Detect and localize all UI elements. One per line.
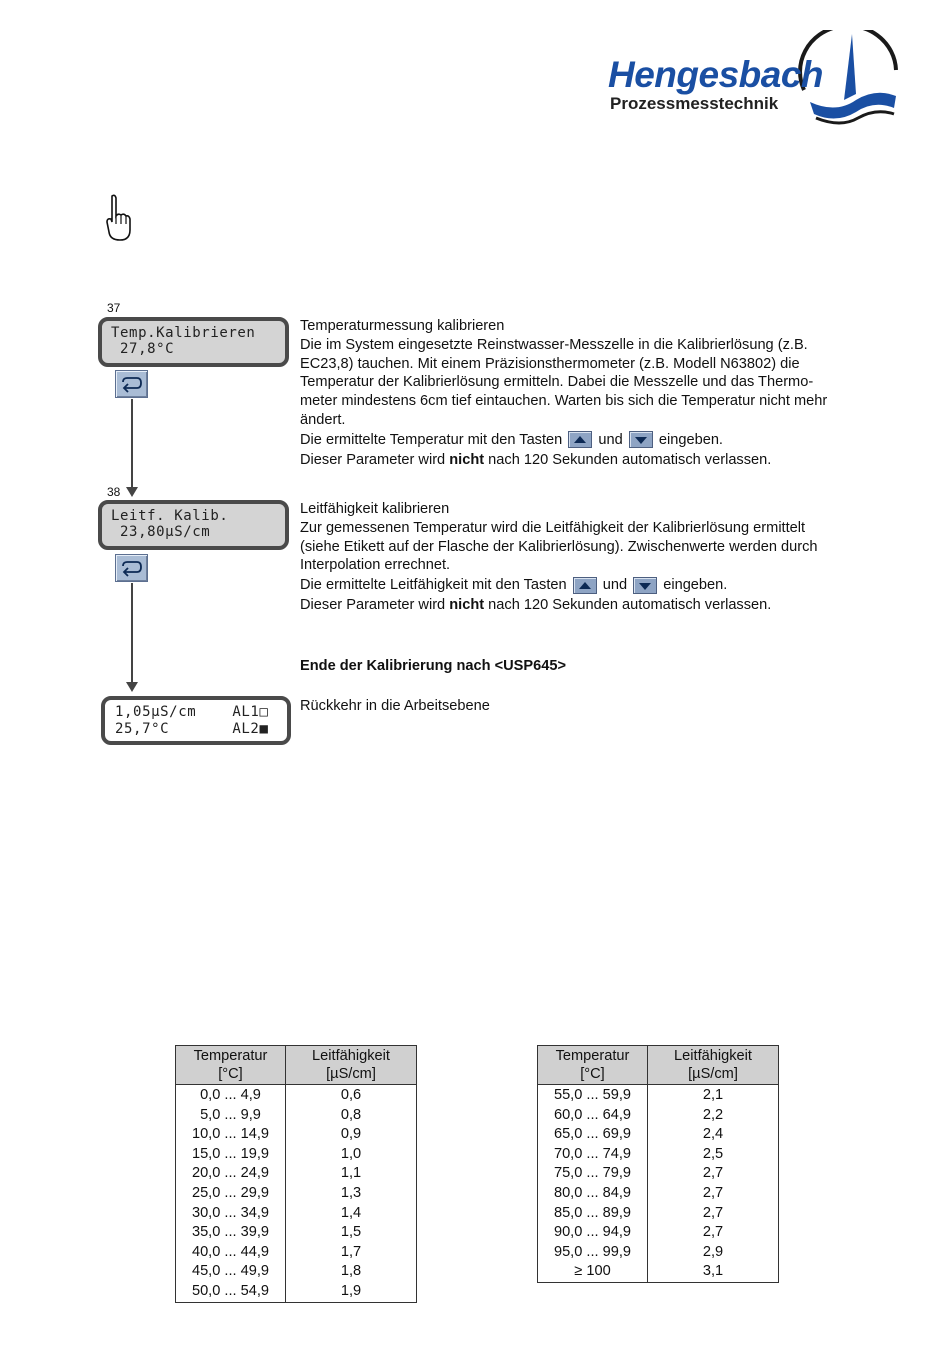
pointing-hand-icon <box>104 194 132 247</box>
step-title: Temperaturmessung kalibrieren <box>300 318 505 334</box>
up-key-icon <box>568 431 592 448</box>
temperature-range-cell: 80,0 ... 84,9 <box>538 1184 648 1204</box>
step-line: EC23,8) tauchen. Mit einem Präzisionsthermometer (z.B. Modell N63802) die <box>300 355 800 372</box>
conductivity-value-cell: 2,7 <box>648 1164 779 1184</box>
keys-post-text: eingeben. <box>658 431 723 448</box>
step-number: 38 <box>107 485 121 499</box>
table-row <box>538 1243 779 1263</box>
flow-arrow-icon <box>126 682 138 692</box>
conductivity-table-1 <box>175 1045 417 1303</box>
temperature-range-cell: 95,0 ... 99,9 <box>538 1243 648 1263</box>
table-row <box>176 1085 417 1106</box>
display-line-1: Temp.Kalibrieren <box>111 325 256 341</box>
temperature-range-cell: 55,0 ... 59,9 <box>538 1085 648 1106</box>
step-line: Die im System eingesetzte Reinstwasser-Messzelle in die Kalibrierlösung (z.B. <box>300 336 808 353</box>
display-line-2: 25,7°C AL2■ <box>115 721 269 737</box>
keys-pre-text: Die ermittelte Leitfähigkeit mit den Tasten <box>300 577 567 594</box>
keys-pre-text: Die ermittelte Temperatur mit den Tasten <box>300 431 563 448</box>
flow-arrow-icon <box>126 487 138 497</box>
step-line: Zur gemessenen Temperatur wird die Leitfähigkeit der Kalibrierlösung ermittelt <box>300 519 806 536</box>
temperature-range-cell: 45,0 ... 49,9 <box>176 1262 286 1282</box>
table-row <box>176 1262 417 1282</box>
logo-name: Hengesbach <box>608 54 824 95</box>
temperature-range-cell: 5,0 ... 9,9 <box>176 1106 286 1126</box>
step-title: Leitfähigkeit kalibrieren <box>300 501 450 517</box>
conductivity-value-cell: 1,5 <box>286 1223 417 1243</box>
conductivity-value-cell: 1,8 <box>286 1262 417 1282</box>
temperature-range-cell: 30,0 ... 34,9 <box>176 1204 286 1224</box>
table-row <box>176 1204 417 1224</box>
conductivity-value-cell: 2,1 <box>648 1085 779 1106</box>
display-line-2: 27,8°C <box>111 341 175 357</box>
enter-button[interactable] <box>115 554 148 582</box>
conductivity-value-cell: 3,1 <box>648 1262 779 1282</box>
leave-pre-text: Dieser Parameter wird <box>300 596 446 613</box>
display-working-level <box>101 696 291 745</box>
conductivity-value-cell: 0,9 <box>286 1125 417 1145</box>
keys-post-text: eingeben. <box>663 577 728 594</box>
table-header-temperature: Temperatur [°C] <box>176 1046 286 1085</box>
step-line: Interpolation errechnet. <box>300 557 451 574</box>
conductivity-value-cell: 1,0 <box>286 1145 417 1165</box>
table-row <box>538 1204 779 1224</box>
temperature-range-cell: 90,0 ... 94,9 <box>538 1223 648 1243</box>
step-line: ändert. <box>300 411 346 428</box>
flow-line <box>131 583 133 682</box>
keys-mid-text: und <box>598 431 623 448</box>
table-row <box>176 1145 417 1165</box>
table-row <box>538 1164 779 1184</box>
leave-bold-text: nicht <box>449 451 485 468</box>
temperature-range-cell: 10,0 ... 14,9 <box>176 1125 286 1145</box>
table-row <box>538 1262 779 1282</box>
temperature-range-cell: 70,0 ... 74,9 <box>538 1145 648 1165</box>
temperature-range-cell: ≥ 100 <box>538 1262 648 1282</box>
conductivity-value-cell: 2,5 <box>648 1145 779 1165</box>
step-line: (siehe Etikett auf der Flasche der Kalibrierlösung). Zwischenwerte werden durch <box>300 538 818 555</box>
step-37-text <box>300 317 827 469</box>
table-header-temperature: Temperatur [°C] <box>538 1046 648 1085</box>
temperature-range-cell: 60,0 ... 64,9 <box>538 1106 648 1126</box>
down-key-icon <box>629 431 653 448</box>
end-calibration-heading: Ende der Kalibrierung nach <USP645> <box>300 658 567 674</box>
up-key-icon <box>573 577 597 594</box>
table-row <box>176 1282 417 1302</box>
temperature-range-cell: 50,0 ... 54,9 <box>176 1282 286 1302</box>
table-row <box>176 1106 417 1126</box>
temperature-range-cell: 35,0 ... 39,9 <box>176 1223 286 1243</box>
temperature-range-cell: 25,0 ... 29,9 <box>176 1184 286 1204</box>
conductivity-value-cell: 2,7 <box>648 1204 779 1224</box>
display-line-1: 1,05µS/cm AL1□ <box>115 704 269 720</box>
temperature-range-cell: 0,0 ... 4,9 <box>176 1085 286 1106</box>
table-row <box>176 1243 417 1263</box>
company-logo <box>606 30 906 130</box>
conductivity-value-cell: 2,7 <box>648 1223 779 1243</box>
leave-note <box>300 596 818 615</box>
conductivity-value-cell: 1,1 <box>286 1164 417 1184</box>
temperature-range-cell: 40,0 ... 44,9 <box>176 1243 286 1263</box>
logo-subtitle: Prozessmesstechnik <box>610 94 779 113</box>
conductivity-value-cell: 0,6 <box>286 1085 417 1106</box>
conductivity-value-cell: 2,9 <box>648 1243 779 1263</box>
step-line: Temperatur der Kalibrierlösung ermitteln. Dabei die Messzelle und das Thermo- <box>300 374 814 391</box>
step-38-text <box>300 500 818 615</box>
table-row <box>538 1184 779 1204</box>
flow-line <box>131 399 133 487</box>
leave-bold-text: nicht <box>449 596 485 613</box>
table-row <box>538 1145 779 1165</box>
table-row <box>176 1184 417 1204</box>
step-line: meter mindestens 6cm tief eintauchen. Warten bis sich die Temperatur nicht mehr <box>300 393 828 410</box>
conductivity-value-cell: 2,2 <box>648 1106 779 1126</box>
temperature-range-cell: 75,0 ... 79,9 <box>538 1164 648 1184</box>
step-number: 37 <box>107 301 121 315</box>
leave-post-text: nach 120 Sekunden automatisch verlassen. <box>488 451 772 468</box>
table-row <box>176 1223 417 1243</box>
enter-button[interactable] <box>115 370 148 398</box>
display-line-1: Leitf. Kalib. <box>111 508 229 524</box>
table-row <box>538 1223 779 1243</box>
conductivity-value-cell: 0,8 <box>286 1106 417 1126</box>
keys-instruction <box>300 431 827 450</box>
leave-note <box>300 451 827 470</box>
conductivity-value-cell: 1,4 <box>286 1204 417 1224</box>
temperature-range-cell: 85,0 ... 89,9 <box>538 1204 648 1224</box>
table-row <box>538 1085 779 1106</box>
table-row <box>538 1106 779 1126</box>
return-text: Rückkehr in die Arbeitsebene <box>300 698 490 714</box>
display-line-2: 23,80µS/cm <box>111 524 211 540</box>
table-row <box>176 1125 417 1145</box>
keys-mid-text: und <box>602 577 628 594</box>
display-step-37 <box>98 317 289 367</box>
temperature-range-cell: 65,0 ... 69,9 <box>538 1125 648 1145</box>
keys-instruction <box>300 576 818 595</box>
loop-arrow-icon <box>121 375 143 393</box>
display-step-38 <box>98 500 289 550</box>
loop-arrow-icon <box>121 559 143 577</box>
conductivity-value-cell: 1,3 <box>286 1184 417 1204</box>
leave-pre-text: Dieser Parameter wird <box>300 451 446 468</box>
conductivity-table-2 <box>537 1045 779 1283</box>
temperature-range-cell: 15,0 ... 19,9 <box>176 1145 286 1165</box>
leave-post-text: nach 120 Sekunden automatisch verlassen. <box>488 596 772 613</box>
temperature-range-cell: 20,0 ... 24,9 <box>176 1164 286 1184</box>
conductivity-value-cell: 2,7 <box>648 1184 779 1204</box>
table-row <box>176 1164 417 1184</box>
conductivity-value-cell: 1,9 <box>286 1282 417 1302</box>
down-key-icon <box>633 577 657 594</box>
table-row <box>538 1125 779 1145</box>
table-header-conductivity: Leitfähigkeit [µS/cm] <box>286 1046 417 1085</box>
conductivity-value-cell: 2,4 <box>648 1125 779 1145</box>
table-header-conductivity: Leitfähigkeit [µS/cm] <box>648 1046 779 1085</box>
conductivity-value-cell: 1,7 <box>286 1243 417 1263</box>
